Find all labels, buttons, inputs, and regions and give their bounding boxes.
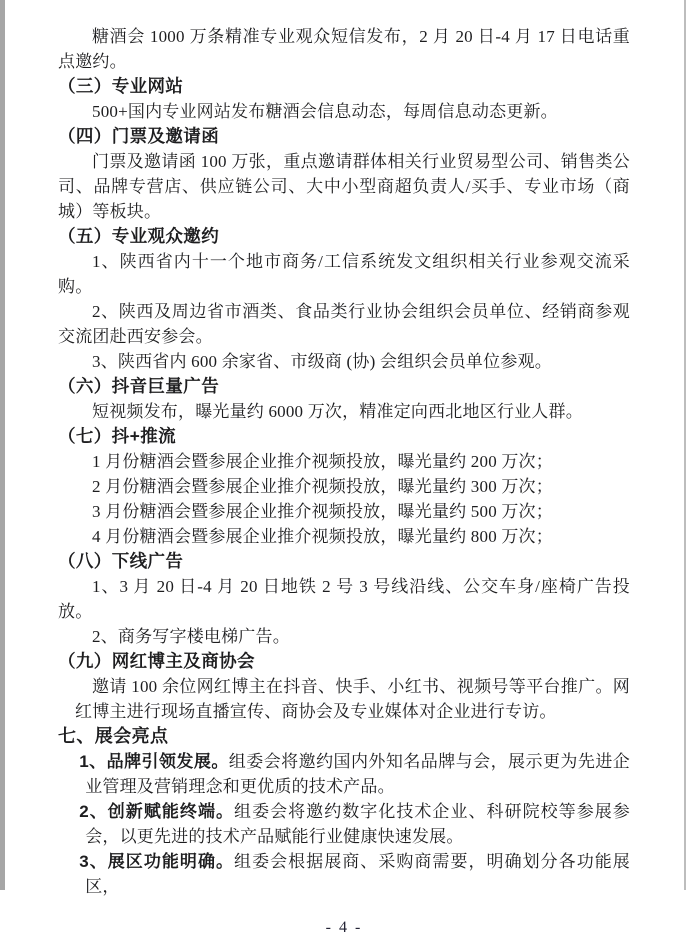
list-item-stream-apr: 4 月份糖酒会暨参展企业推介视频投放，曝光量约 800 万次； <box>92 527 553 546</box>
heading-section-9: （九）网红博主及商协会 <box>58 651 255 671</box>
paragraph-websites: 500+国内专业网站发布糖酒会信息动态，每周信息动态更新。 <box>92 102 558 121</box>
list-item-stream-jan: 1 月份糖酒会暨参展企业推介视频投放，曝光量约 200 万次； <box>92 452 553 471</box>
highlight-item-2: 2、创新赋能终端。组委会将邀约数字化技术企业、科研院校等参展参会，以更先进的技术产品赋能行业健康快速发展。 <box>79 802 630 846</box>
heading-section-4: （四）门票及邀请函 <box>58 126 220 146</box>
list-item-stream-feb: 2 月份糖酒会暨参展企业推介视频投放，曝光量约 300 万次； <box>92 477 553 496</box>
heading-section-6: （六）抖音巨量广告 <box>58 376 220 396</box>
list-item-audience-3: 3、陕西省内 600 余家省、市级商 (协) 会组织会员单位参观。 <box>92 352 552 371</box>
heading-chapter-7-highlights: 七、展会亮点 <box>58 726 169 746</box>
document-page <box>58 24 630 940</box>
list-item-audience-1: 1、陕西省内十一个地市商务/工信系统发文组织相关行业参观交流采购。 <box>58 252 630 296</box>
paragraph-influencers: 邀请 100 余位网红博主在抖音、快手、小红书、视频号等平台推广。网红博主进行现场直播宣传、商协会及专业媒体对企业进行专访。 <box>75 677 630 721</box>
document-body <box>58 24 630 899</box>
paragraph-douyin-ads: 短视频发布，曝光量约 6000 万次，精准定向西北地区行业人群。 <box>92 402 583 421</box>
list-item-offline-2: 2、商务写字楼电梯广告。 <box>92 627 290 646</box>
page-left-edge <box>0 0 5 890</box>
heading-section-8: （八）下线广告 <box>58 551 184 571</box>
heading-section-7: （七）抖+推流 <box>58 426 177 446</box>
heading-section-3: （三）专业网站 <box>58 76 184 96</box>
highlight-item-3: 3、展区功能明确。组委会根据展商、采购商需要，明确划分各功能展区， <box>79 852 630 896</box>
highlight-item-1: 1、品牌引领发展。组委会将邀约国内外知名品牌与会，展示更为先进企业管理及营销理念和更优质的技术产品。 <box>79 752 630 796</box>
list-item-stream-mar: 3 月份糖酒会暨参展企业推介视频投放，曝光量约 500 万次； <box>92 502 553 521</box>
page-number: - 4 - <box>325 919 363 936</box>
paragraph-tickets: 门票及邀请函 100 万张，重点邀请群体相关行业贸易型公司、销售类公司、品牌专营店、供应链公司、大中小型商超负责人/买手、专业市场（商城）等板块。 <box>58 152 630 221</box>
paragraph-sms-blast: 糖酒会 1000 万条精准专业观众短信发布，2 月 20 日-4 月 17 日电话重点邀约。 <box>58 27 630 71</box>
heading-section-5: （五）专业观众邀约 <box>58 226 220 246</box>
list-item-offline-1: 1、3 月 20 日-4 月 20 日地铁 2 号 3 号线沿线、公交车身/座椅广告投放。 <box>58 577 630 621</box>
list-item-audience-2: 2、陕西及周边省市酒类、食品类行业协会组织会员单位、经销商参观交流团赴西安参会。 <box>58 302 630 346</box>
